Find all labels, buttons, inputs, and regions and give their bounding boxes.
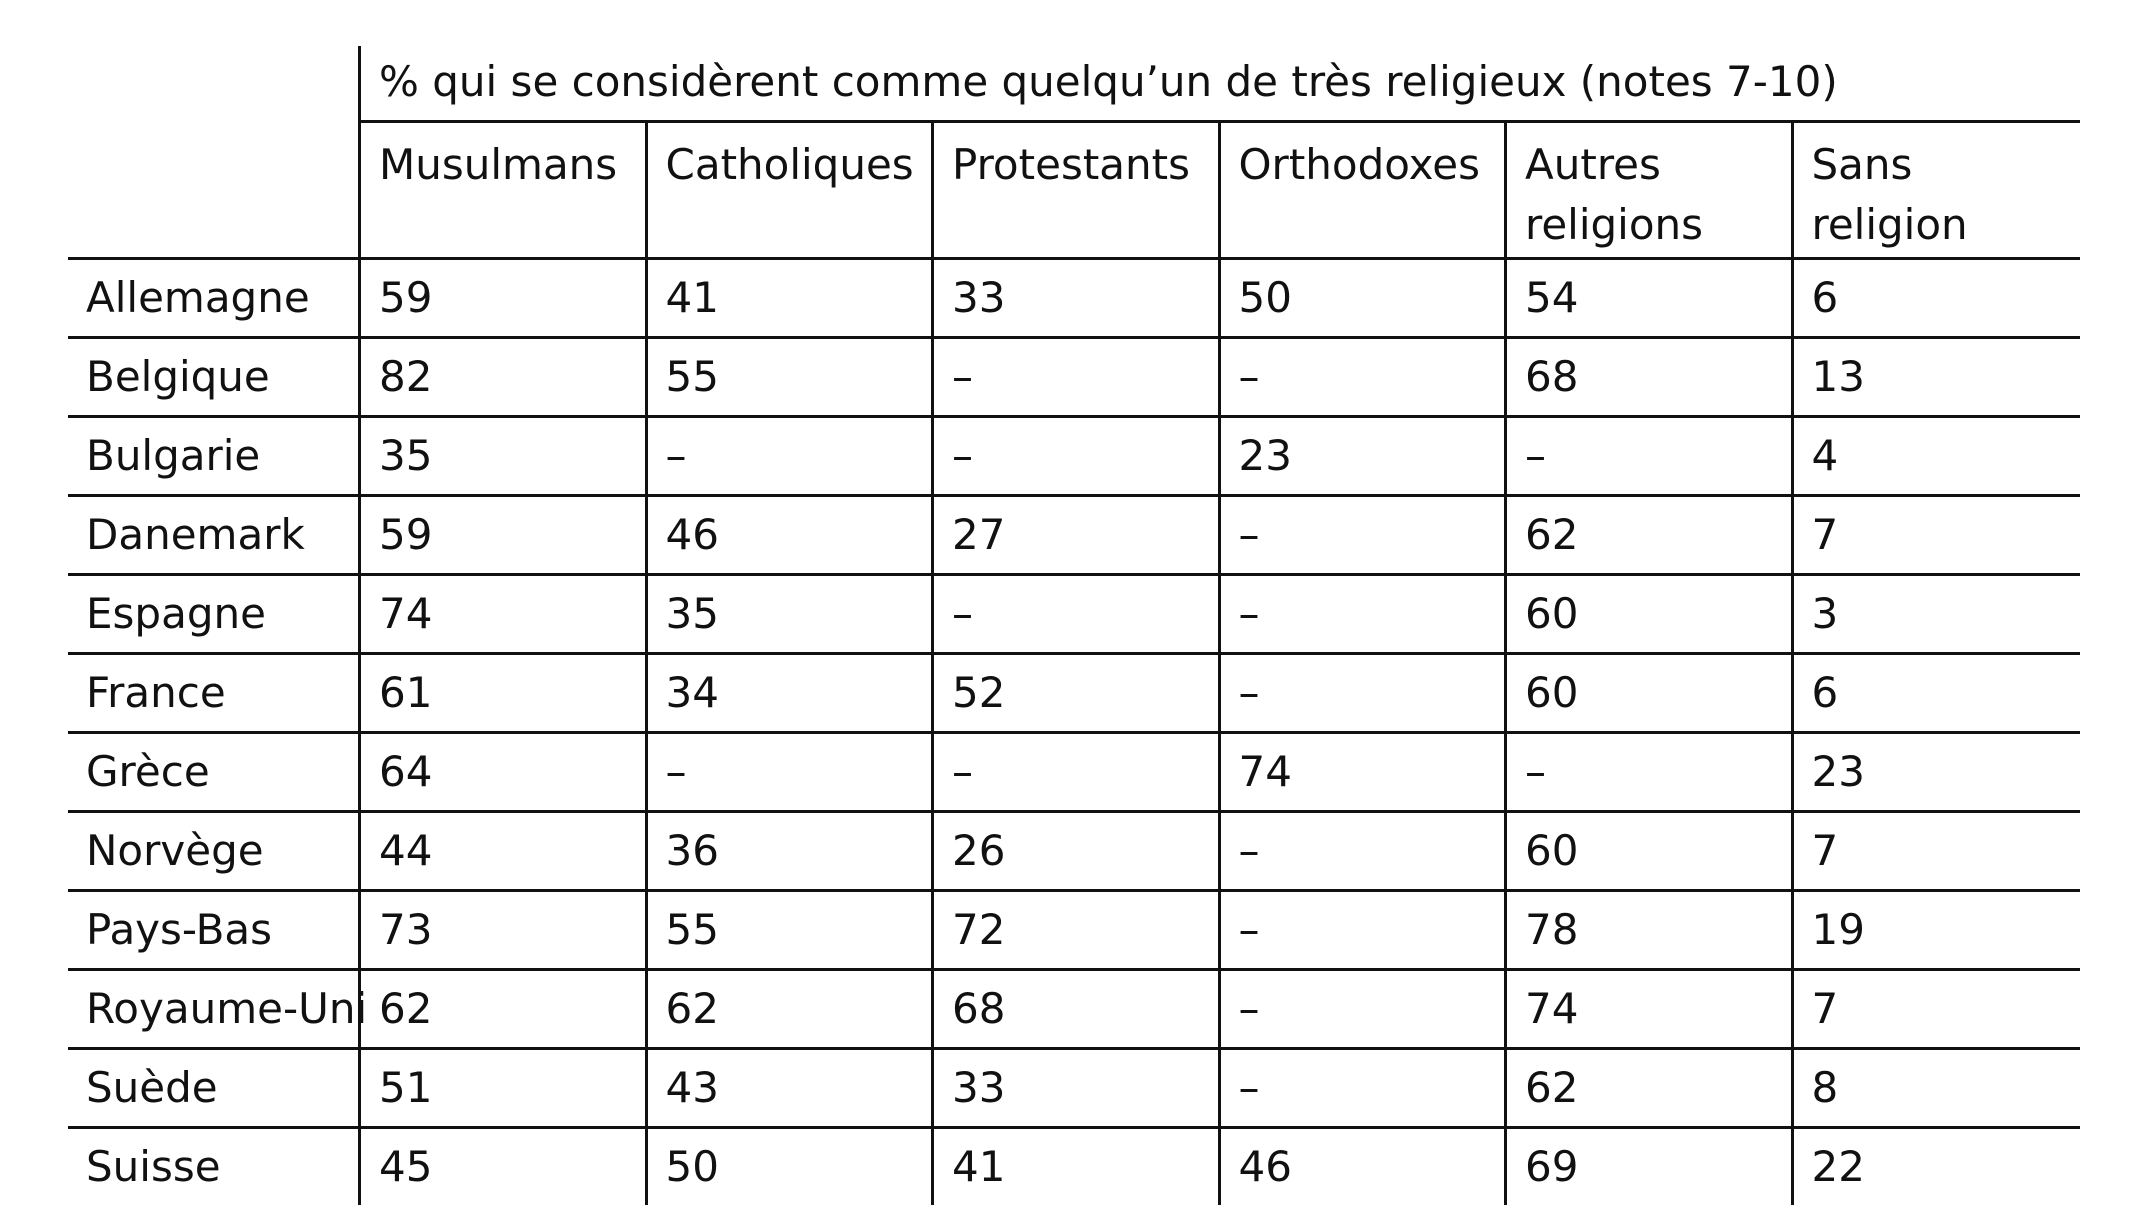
table-row [68,655,2080,734]
table-cell: – [648,418,935,494]
row-label-country: France [68,655,361,731]
table-cell: 72 [934,892,1221,968]
table-cell: – [1221,971,1508,1047]
table-row [68,497,2080,576]
table-cell: 36 [648,813,935,889]
table-cell: 62 [1507,1050,1794,1126]
table-cell: 35 [361,418,648,494]
table-cell: – [1221,813,1508,889]
table-row [68,734,2080,813]
table-cell: 78 [1507,892,1794,968]
column-header-sans-religion: Sans religion [1794,123,2081,260]
table-cell: 13 [1811,352,1865,401]
table-cell: 64 [361,734,648,810]
table-cell: – [934,734,1221,810]
table-cell: 7 [1811,984,1839,1033]
table-row [68,1129,2080,1205]
super-header: % qui se considèrent comme quelqu’un de très religieux (notes 7-10) [361,46,2080,123]
table-cell: 74 [361,576,648,652]
column-header-catholiques: Catholiques [648,123,935,260]
column-header-orthodoxes: Orthodoxes [1221,123,1508,260]
table-body [68,260,2080,1205]
row-label-country: Bulgarie [68,418,361,494]
table-cell: 44 [361,813,648,889]
table-cell: 46 [648,497,935,573]
table-cell: 46 [1221,1129,1508,1205]
row-label-country: Danemark [68,497,361,573]
religiosity-table [68,46,2080,1205]
row-label-country: Belgique [68,339,361,415]
table-cell: 51 [361,1050,648,1126]
table-cell: 41 [648,260,935,336]
row-label-country: Norvège [68,813,361,889]
table-cell: 52 [934,655,1221,731]
table-cell: 19 [1811,905,1865,954]
table-cell: 69 [1507,1129,1794,1205]
table-cell: 60 [1507,655,1794,731]
table-cell: 62 [1507,497,1794,573]
table-cell: 22 [1811,1142,1865,1191]
table-row [68,971,2080,1050]
table-cell: 43 [648,1050,935,1126]
table-cell: 7 [1811,826,1839,875]
table-cell: 27 [934,497,1221,573]
table-row [68,339,2080,418]
table-row [68,892,2080,971]
column-header-musulmans: Musulmans [361,123,648,260]
table-cell: 68 [934,971,1221,1047]
table-row [68,576,2080,655]
table-cell: 55 [648,892,935,968]
table-cell: – [1221,655,1508,731]
table-cell: 8 [1811,1063,1839,1112]
table-cell: – [1221,497,1508,573]
table-cell: – [1221,1050,1508,1126]
table-cell: – [934,576,1221,652]
row-label-country: Allemagne [68,260,361,336]
table-cell: 33 [934,1050,1221,1126]
table-cell: 50 [1221,260,1508,336]
table-cell: 60 [1507,813,1794,889]
row-label-country: Espagne [68,576,361,652]
table-cell: 26 [934,813,1221,889]
table-cell: 3 [1811,589,1839,638]
table-cell: – [934,418,1221,494]
table-cell: 45 [361,1129,648,1205]
table-cell: 23 [1811,747,1865,796]
table-cell: 73 [361,892,648,968]
table-cell: 55 [648,339,935,415]
row-label-country: Royaume-Uni [68,971,361,1047]
table-cell: 60 [1507,576,1794,652]
table-cell: 7 [1811,510,1839,559]
table-cell: 68 [1507,339,1794,415]
row-label-country: Suède [68,1050,361,1126]
row-label-country: Pays-Bas [68,892,361,968]
table-cell: 59 [361,497,648,573]
table-cell: 62 [648,971,935,1047]
table-cell: – [934,339,1221,415]
table-cell: 62 [361,971,648,1047]
table-row [68,813,2080,892]
corner-cell [68,46,361,123]
table-cell: 74 [1507,971,1794,1047]
table-cell: 33 [934,260,1221,336]
table-cell: 54 [1507,260,1794,336]
table-cell: 59 [361,260,648,336]
table-cell: 4 [1811,431,1839,480]
table-cell: 34 [648,655,935,731]
table-cell: – [1221,576,1508,652]
table-cell: – [1507,418,1794,494]
table-cell: 6 [1811,273,1839,322]
table-super-header-row [68,46,2080,123]
table-cell: – [1221,339,1508,415]
table-cell: 35 [648,576,935,652]
table-cell: – [1221,892,1508,968]
table-header-row [68,123,2080,260]
table-row [68,1050,2080,1129]
table-cell: 41 [934,1129,1221,1205]
table-row [68,418,2080,497]
table-cell: 82 [361,339,648,415]
row-label-country: Grèce [68,734,361,810]
column-header-autres-religions: Autres religions [1507,123,1794,260]
table-cell: 23 [1221,418,1508,494]
table-cell: 6 [1811,668,1839,717]
table-cell: 74 [1221,734,1508,810]
table-row [68,260,2080,339]
column-header-protestants: Protestants [934,123,1221,260]
table-cell: 61 [361,655,648,731]
table-cell: 50 [648,1129,935,1205]
corner-cell-lower [68,123,361,260]
table-cell: – [648,734,935,810]
table-cell: – [1507,734,1794,810]
row-label-country: Suisse [68,1129,361,1205]
